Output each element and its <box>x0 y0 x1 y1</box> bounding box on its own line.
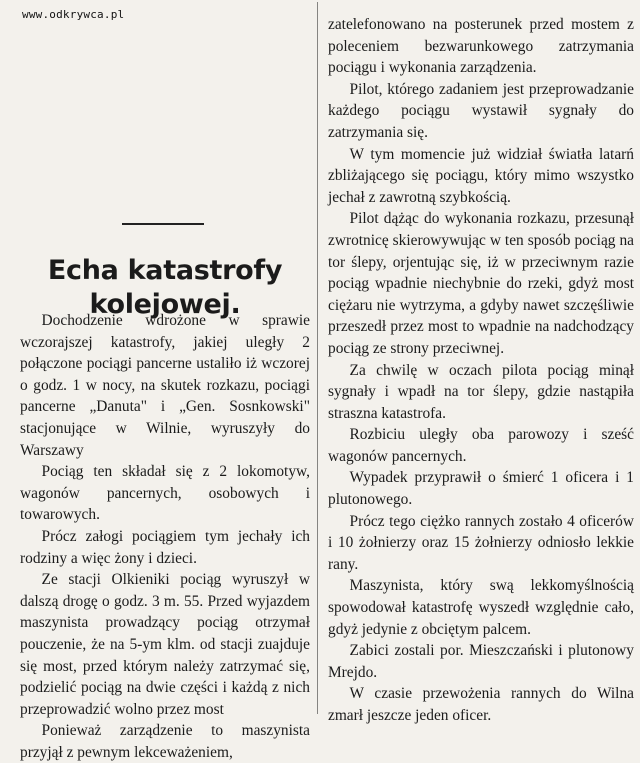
paragraph: W czasie przewożenia rannych do Wilna zmarł jeszcze jeden oficer. <box>328 685 634 724</box>
paragraph: Ponieważ zarządzenie to maszynista przyjął z pewnym lekceważeniem, <box>20 722 310 761</box>
paragraph: W tym momencie już widział światła latarń zbliżającego się pociągu, który mimo wszystko jechał z zawrotną szybkością. <box>328 145 634 206</box>
column-divider <box>317 2 318 714</box>
watermark: www.odkrywca.pl <box>22 8 125 21</box>
left-column <box>20 310 310 763</box>
paragraph: Prócz załogi pociągiem tym jechały ich rodziny a więc żony i dzieci. <box>20 527 310 567</box>
paragraph: Dochodzenie wdrożone w sprawie wczorajszej katastrofy, jakiej uległy 2 połączone pociągi pancerne ustaliło iż wczorej o godz. 1 w nocy, na skutek rozkazu, pociągi pancerne „Danuta" i „Gen. Sosnkowski" stacjonujące w Wilnie, wyruszyły do Warszawy <box>20 312 310 459</box>
paragraph: Za chwilę w oczach pilota pociąg minął sygnały i wpadł na tor ślepy, gdzie nastąpiła straszna katastrofa. <box>328 361 634 422</box>
title-rule <box>122 223 204 225</box>
headline-line-1: Echa katastrofy <box>47 255 283 287</box>
paragraph: Maszynista, który swą lekkomyślnością spowodował katastrofę wyszedł względnie cało, gdyż jedynie z obciętym palcem. <box>328 577 634 638</box>
paragraph: Rozbiciu uległy oba parowozy i sześć wagonów pancernych. <box>328 426 634 465</box>
paragraph: Pilot, którego zadaniem jest przeprowadzanie każdego pociągu wystawił sygnały do zatrzymania się. <box>328 80 634 141</box>
paragraph: Pilot dążąc do wykonania rozkazu, przesunął zwrotnicę skierowywując w ten sposób pociąg na tor ślepy, orjentując się, iż w przeciwnym razie pociąg wpadnie niechybnie do rzeki, gdyż most ciężaru nie wytrzyma, a gdyby nawet szczęśliwie przeszedł przez most to wpadnie na nadchodzący pociąg ze strony przeciwnej. <box>328 210 634 357</box>
paragraph: Wypadek przyprawił o śmierć 1 oficera i 1 plutonowego. <box>328 469 634 509</box>
paragraph: Prócz tego ciężko rannych zostało 4 oficerów i 10 żołnierzy oraz 15 żołnierzy odniosło lekkie rany. <box>328 512 634 573</box>
paragraph: Zabici zostali por. Mieszczański i plutonowy Mrejdo. <box>328 642 634 681</box>
paragraph: Ze stacji Olkieniki pociąg wyruszył w dalszą drogę o godz. 3 m. 55. Przed wyjazdem maszynista prowadzący pociąg otrzymał pouczenie, że na 5-ym klm. od stacji zuajduje się most, przed którym należy zatrzymać się, podzielić pociąg na dwie części i każdą z nich przeprowadzić wolno przez most <box>20 571 310 718</box>
headline-line-2: kolejowej. <box>89 289 241 321</box>
paragraph: Pociąg ten składał się z 2 lokomotyw, wagonów pancernych, osobowych i towarowych. <box>20 463 310 524</box>
paragraph: zatelefonowano na posterunek przed mostem z poleceniem bezwarunkowego zatrzymania pociągu i wykonania zarządzenia. <box>328 16 634 77</box>
right-column <box>328 14 634 727</box>
